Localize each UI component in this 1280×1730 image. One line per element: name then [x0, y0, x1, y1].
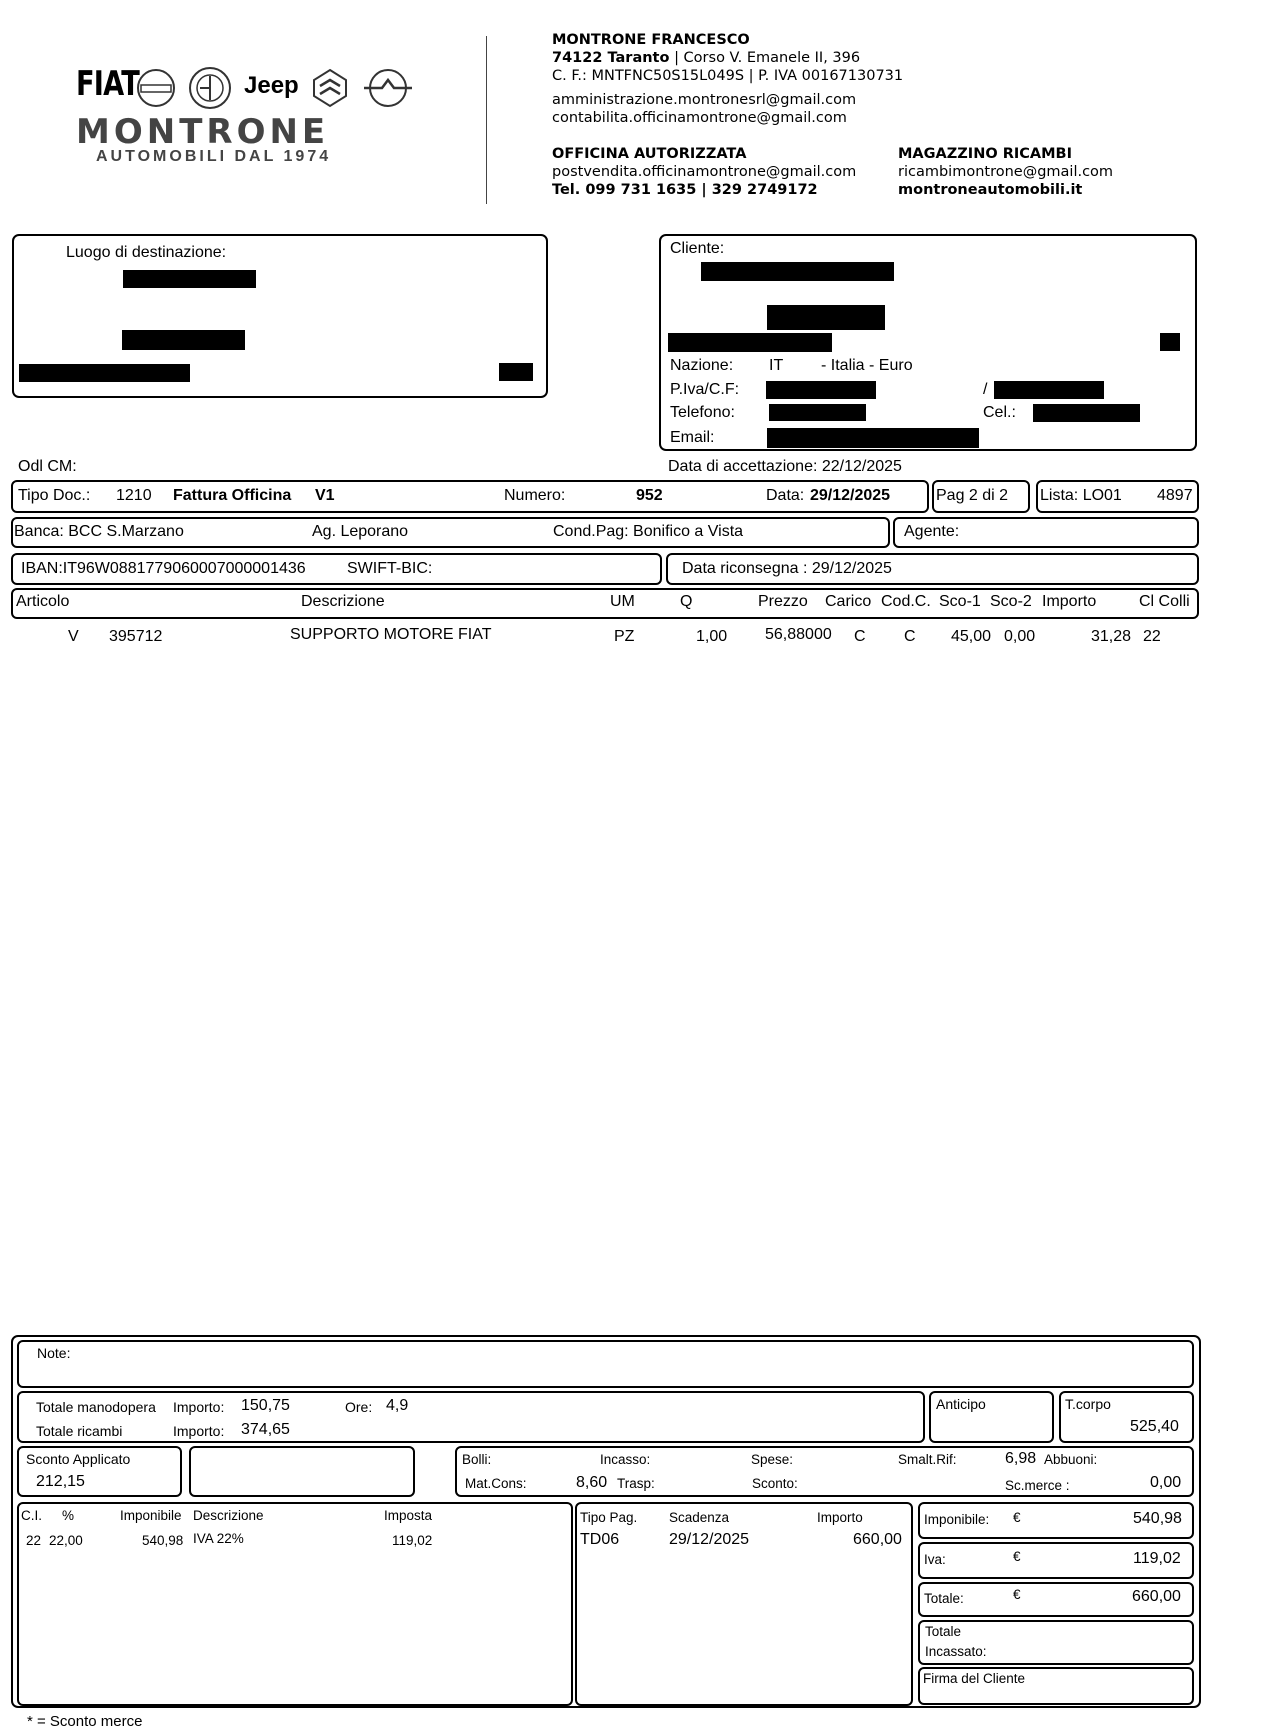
data-value: 29/12/2025	[810, 487, 891, 504]
spese-label: Spese:	[751, 1452, 794, 1467]
row-flag: V	[68, 628, 79, 645]
row-codc: C	[904, 628, 916, 645]
agente-label: Agente:	[904, 523, 960, 540]
row-importo: 31,28	[1091, 628, 1132, 645]
email-label: Email:	[670, 429, 715, 446]
redacted-block	[1160, 333, 1180, 351]
matcons-label: Mat.Cons:	[465, 1476, 527, 1491]
row-prezzo: 56,88000	[765, 626, 832, 643]
redacted-block	[767, 305, 885, 330]
nazione-code: IT	[769, 357, 784, 374]
ricambi-importo: 374,65	[241, 1421, 290, 1438]
redacted-block	[766, 381, 876, 399]
redacted-block	[123, 270, 256, 288]
officina-tel: Tel. 099 731 1635 | 329 2749172	[552, 182, 818, 198]
officina-title: OFFICINA AUTORIZZATA	[552, 146, 747, 162]
company-name: MONTRONE FRANCESCO	[552, 32, 750, 48]
company-address-city: 74122 Taranto	[552, 50, 670, 66]
pag-col-importo: Importo	[817, 1510, 863, 1525]
logo-tagline: AUTOMOBILI DAL 1974	[96, 148, 332, 165]
iva-total-label: Iva:	[924, 1552, 946, 1567]
scmerce-label: Sc.merce :	[1005, 1478, 1070, 1493]
tipo-doc-label: Tipo Doc.:	[18, 487, 91, 504]
col-header-articolo: Articolo	[16, 593, 70, 610]
redacted-block	[701, 262, 894, 281]
ricambi-importo-label: Importo:	[173, 1423, 225, 1439]
nazione-label: Nazione:	[670, 357, 734, 374]
header-divider	[486, 36, 487, 204]
data-label: Data:	[766, 487, 805, 504]
col-header-q: Q	[680, 593, 693, 610]
matcons-value: 8,60	[576, 1474, 608, 1491]
montrone-logo-text: MONTRONE	[76, 112, 330, 152]
smalt-label: Smalt.Rif:	[898, 1452, 957, 1467]
totale-currency: €	[1013, 1587, 1021, 1602]
trasp-label: Trasp:	[617, 1476, 655, 1491]
col-header-cl-colli: Cl Colli	[1139, 593, 1190, 610]
opel-logo-icon	[362, 66, 414, 110]
telefono-label: Telefono:	[670, 404, 735, 421]
imponibile-value: 540,98	[1133, 1510, 1182, 1527]
col-header-prezzo: Prezzo	[758, 593, 808, 610]
col-header-descrizione: Descrizione	[301, 593, 385, 610]
page-indicator: Pag 2 di 2	[936, 487, 1009, 504]
row-um: PZ	[614, 628, 635, 645]
redacted-block	[499, 363, 533, 381]
abbuoni-label: Abbuoni:	[1044, 1452, 1098, 1467]
riconsegna-date: Data riconsegna : 29/12/2025	[682, 560, 892, 577]
redacted-block	[994, 381, 1104, 399]
incassato-label-1: Totale	[925, 1624, 962, 1639]
cond-pag: Cond.Pag: Bonifico a Vista	[553, 523, 744, 540]
row-cl: 22	[1143, 628, 1161, 645]
smalt-value: 6,98	[1005, 1450, 1037, 1467]
jeep-logo: Jeep	[244, 72, 299, 99]
incasso-label: Incasso:	[600, 1452, 651, 1467]
iva-col-pct: %	[62, 1508, 75, 1523]
col-header-sco1: Sco-1	[939, 593, 981, 610]
tcorpo-value: 525,40	[1130, 1418, 1179, 1435]
piva-separator: /	[983, 381, 988, 398]
ricambi-label: Totale ricambi	[36, 1423, 123, 1439]
client-label: Cliente:	[670, 240, 725, 257]
iva-col-ci: C.I.	[21, 1508, 43, 1523]
iva-row-imposta: 119,02	[392, 1533, 433, 1548]
col-header-carico: Carico	[825, 593, 872, 610]
destination-label: Luogo di destinazione:	[66, 244, 227, 261]
sconto-value: 212,15	[36, 1473, 85, 1490]
redacted-block	[1033, 404, 1140, 422]
iva-col-imponibile: Imponibile	[120, 1508, 182, 1523]
row-sco2: 0,00	[1004, 628, 1036, 645]
tipo-doc-name: Fattura Officina	[173, 487, 292, 504]
lista-label: Lista: LO01	[1040, 487, 1122, 504]
iva-row-ci: 22	[26, 1533, 42, 1548]
row-sco1: 45,00	[951, 628, 992, 645]
ore-value: 4,9	[386, 1397, 409, 1414]
note-box	[17, 1340, 1194, 1388]
firma-label: Firma del Cliente	[923, 1671, 1026, 1686]
piva-label: P.Iva/C.F:	[670, 381, 740, 398]
row-carico: C	[854, 628, 866, 645]
iva-row-descrizione: IVA 22%	[193, 1531, 244, 1546]
row-descrizione: SUPPORTO MOTORE FIAT	[290, 626, 492, 643]
odl-label: Odl CM:	[18, 458, 77, 475]
scmerce-value: 0,00	[1150, 1474, 1182, 1491]
row-q: 1,00	[696, 628, 728, 645]
company-email-admin[interactable]: amministrazione.montronesrl@gmail.com	[552, 92, 857, 108]
nazione-value: - Italia - Euro	[821, 357, 913, 374]
iva-col-descrizione: Descrizione	[193, 1508, 264, 1523]
agenzia: Ag. Leporano	[312, 523, 409, 540]
numero-label: Numero:	[504, 487, 566, 504]
lancia-logo-icon	[136, 68, 176, 108]
note-label: Note:	[37, 1345, 71, 1361]
ore-label: Ore:	[345, 1399, 373, 1415]
magazzino-website[interactable]: montroneautomobili.it	[898, 182, 1083, 198]
manodopera-importo: 150,75	[241, 1397, 290, 1414]
col-header-um: UM	[610, 593, 635, 610]
incassato-label-2: Incassato:	[925, 1644, 987, 1659]
redacted-block	[122, 330, 245, 350]
iban: IBAN:IT96W0881779060007000001436	[21, 560, 306, 577]
col-header-sco2: Sco-2	[990, 593, 1032, 610]
magazzino-title: MAGAZZINO RICAMBI	[898, 146, 1073, 162]
imponibile-label: Imponibile:	[924, 1512, 990, 1527]
col-header-codc: Cod.C.	[881, 593, 931, 610]
legend-note: * = Sconto merce	[27, 1713, 143, 1730]
redacted-block	[767, 428, 979, 448]
citroen-logo-icon	[312, 68, 348, 108]
pag-col-tipo: Tipo Pag.	[580, 1510, 638, 1525]
col-header-importo: Importo	[1042, 593, 1097, 610]
empty-box	[189, 1446, 415, 1497]
lista-number: 4897	[1157, 487, 1193, 504]
pag-row-scadenza: 29/12/2025	[669, 1531, 750, 1548]
swift-label: SWIFT-BIC:	[347, 560, 433, 577]
company-address	[552, 49, 860, 67]
redacted-block	[769, 404, 866, 421]
sconto2-label: Sconto:	[752, 1476, 798, 1491]
totale-label: Totale:	[924, 1591, 964, 1606]
iva-total-currency: €	[1013, 1549, 1021, 1564]
iva-row-imponibile: 540,98	[142, 1533, 184, 1548]
row-articolo: 395712	[109, 628, 163, 645]
magazzino-email[interactable]: ricambimontrone@gmail.com	[898, 164, 1114, 180]
sconto-label: Sconto Applicato	[26, 1451, 131, 1467]
doc-version: V1	[315, 487, 335, 504]
company-email-contabilita[interactable]: contabilita.officinamontrone@gmail.com	[552, 110, 847, 126]
officina-email[interactable]: postvendita.officinamontrone@gmail.com	[552, 164, 857, 180]
company-address-street: | Corso V. Emanele II, 396	[674, 50, 861, 66]
imponibile-currency: €	[1013, 1510, 1021, 1525]
redacted-block	[668, 333, 832, 352]
alfa-romeo-logo-icon	[188, 66, 232, 110]
company-cf-piva: C. F.: MNTFNC50S15L049S | P. IVA 00167130731	[552, 68, 904, 84]
redacted-block	[19, 364, 190, 382]
tcorpo-label: T.corpo	[1065, 1396, 1111, 1412]
manodopera-importo-label: Importo:	[173, 1399, 225, 1415]
manodopera-label: Totale manodopera	[36, 1399, 156, 1415]
tipo-doc-code: 1210	[116, 487, 152, 504]
iva-col-imposta: Imposta	[384, 1508, 433, 1523]
totale-value: 660,00	[1132, 1588, 1181, 1605]
acceptance-date: Data di accettazione: 22/12/2025	[668, 458, 902, 475]
numero-value: 952	[636, 487, 663, 504]
pag-row-tipo: TD06	[580, 1531, 620, 1548]
banca: Banca: BCC S.Marzano	[14, 523, 184, 540]
bolli-label: Bolli:	[462, 1452, 492, 1467]
fiat-logo: FIAT	[76, 64, 139, 104]
iva-total-value: 119,02	[1133, 1550, 1181, 1567]
pag-col-scadenza: Scadenza	[669, 1510, 730, 1525]
pag-row-importo: 660,00	[853, 1531, 902, 1548]
cel-label: Cel.:	[983, 404, 1016, 421]
iva-box	[17, 1502, 573, 1706]
anticipo-label: Anticipo	[936, 1396, 986, 1412]
iva-row-pct: 22,00	[49, 1533, 83, 1548]
